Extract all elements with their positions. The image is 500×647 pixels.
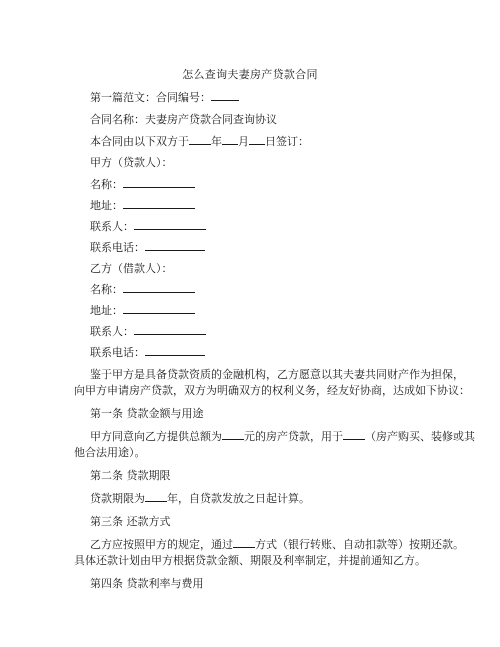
party-b-name-blank — [123, 281, 195, 293]
party-a-address-line — [90, 197, 195, 213]
party-a-phone-label: 联系电话： — [90, 241, 145, 254]
party-a-address-label: 地址： — [90, 199, 123, 212]
party-b-address-label: 地址： — [90, 304, 123, 317]
contract-number-label: 第一篇范文：合同编号： — [90, 91, 211, 104]
loan-amount-blank — [222, 428, 244, 440]
party-a-name-label: 名称： — [90, 178, 123, 191]
loan-purpose-blank — [343, 428, 365, 440]
article-2-text-b: 年，自贷款发放之日起计算。 — [167, 492, 310, 505]
article-1-line-2: 他合法用途）。 — [74, 446, 146, 459]
preamble-line-1: 鉴于甲方是具备贷款资质的金融机构，乙方愿意以其夫妻共同财产作为担保， — [90, 368, 464, 381]
party-b-contact-line — [90, 323, 206, 339]
party-b-phone-line — [90, 344, 205, 360]
party-b-address-line — [90, 302, 195, 318]
party-a-name-blank — [123, 176, 195, 188]
party-b-phone-blank — [145, 344, 205, 356]
party-a-address-blank — [123, 197, 195, 209]
article-1-heading: 第一条 贷款金额与用途 — [90, 407, 204, 420]
day-blank — [249, 133, 265, 145]
party-b-contact-blank — [134, 323, 206, 335]
party-a-phone-line — [90, 239, 205, 255]
article-2-line-1 — [90, 490, 310, 506]
party-b-address-blank — [123, 302, 195, 314]
contract-number-blank — [211, 89, 239, 101]
party-a-contact-label: 联系人： — [90, 220, 134, 233]
preamble-line-2: 向甲方申请房产贷款，双方为明确双方的权利义务，经友好协商，达成如下协议： — [74, 384, 470, 397]
party-b-name-line — [90, 281, 195, 297]
article-3-line-1 — [90, 536, 464, 552]
party-a-contact-blank — [134, 218, 206, 230]
article-1-text-b: 元的房产贷款，用于 — [244, 430, 343, 443]
contract-number-line — [90, 89, 239, 105]
sign-date-text-a: 本合同由以下双方于 — [90, 135, 189, 148]
party-b-contact-label: 联系人： — [90, 325, 134, 338]
year-blank — [189, 133, 211, 145]
article-3-line-2: 具体还款计划由甲方根据贷款金额、期限及利率制定，并提前通知乙方。 — [74, 554, 426, 567]
document-title: 怎么查询夫妻房产贷款合同 — [182, 68, 318, 81]
party-a-name-line — [90, 176, 195, 192]
article-1-text-c: （房产购买、装修或其 — [365, 430, 475, 443]
sign-date-line — [90, 133, 309, 149]
sign-date-text-b: 年 — [211, 135, 222, 148]
sign-date-text-c: 月 — [238, 135, 249, 148]
contract-name: 合同名称：夫妻房产贷款合同查询协议 — [90, 113, 277, 126]
party-a-heading: 甲方（贷款人）： — [90, 156, 173, 169]
article-1-line-1 — [90, 428, 475, 444]
article-3-heading: 第三条 还款方式 — [90, 515, 171, 528]
month-blank — [222, 133, 238, 145]
party-b-heading: 乙方（借款人）： — [90, 262, 173, 275]
party-b-phone-label: 联系电话： — [90, 346, 145, 359]
article-2-heading: 第二条 贷款期限 — [90, 469, 171, 482]
party-a-phone-blank — [145, 239, 205, 251]
article-3-text-b: 方式（银行转账、自动扣款等）按期还款。 — [255, 538, 464, 551]
party-a-contact-line — [90, 218, 206, 234]
article-1-text-a: 甲方同意向乙方提供总额为 — [90, 430, 222, 443]
article-2-text-a: 贷款期限为 — [90, 492, 145, 505]
loan-term-blank — [145, 490, 167, 502]
article-3-text-a: 乙方应按照甲方的规定，通过 — [90, 538, 233, 551]
article-4-heading: 第四条 贷款利率与费用 — [90, 577, 204, 590]
repayment-method-blank — [233, 536, 255, 548]
party-b-name-label: 名称： — [90, 283, 123, 296]
sign-date-text-d: 日签订： — [265, 135, 309, 148]
